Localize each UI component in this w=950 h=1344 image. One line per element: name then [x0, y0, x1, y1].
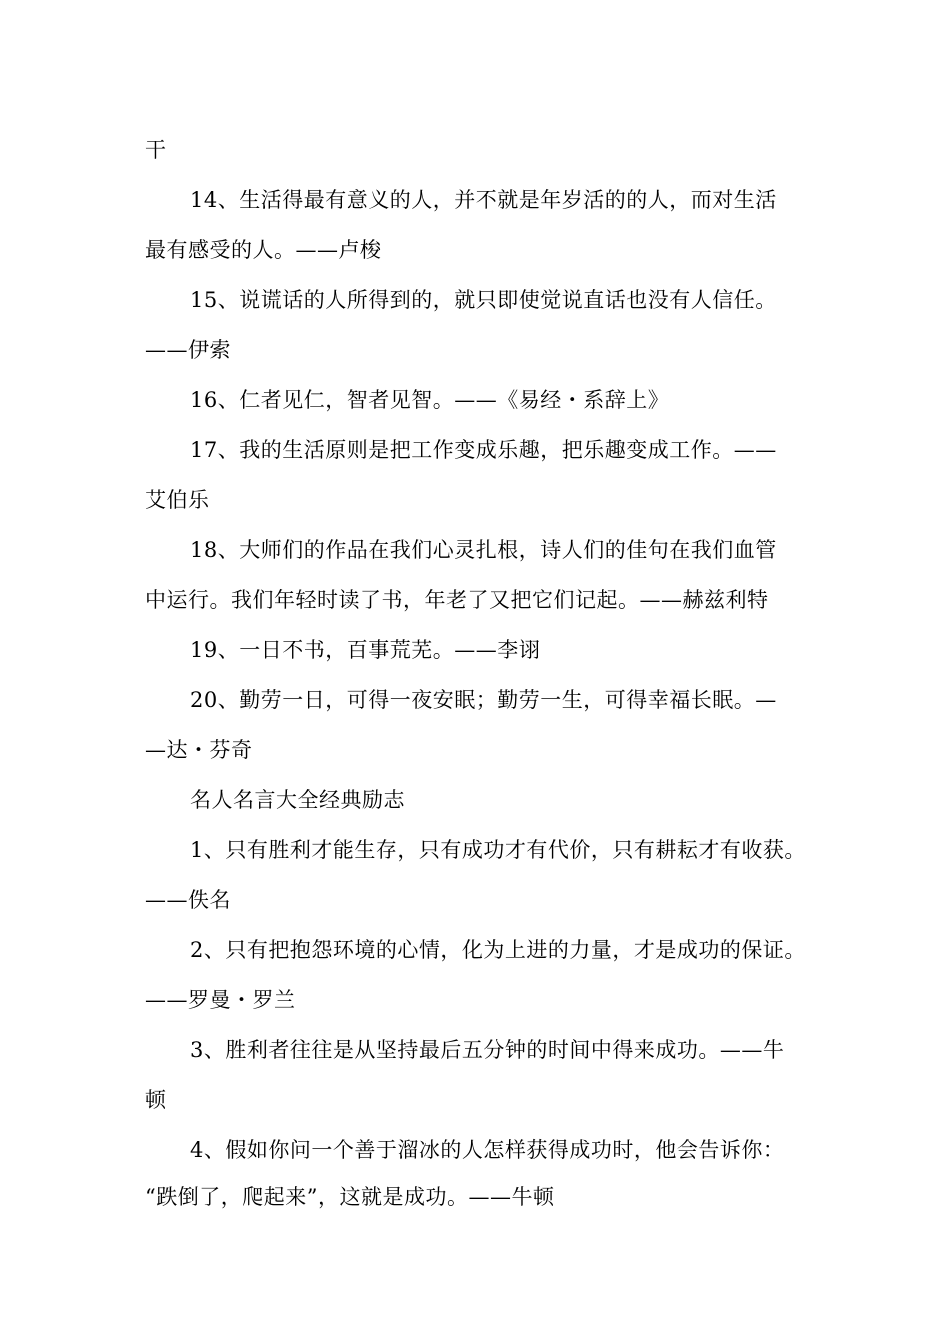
quote-18-line-2: 中运行。我们年轻时读了书，年老了又把它们记起。——赫兹利特 [145, 588, 769, 612]
quote-19-line-1: 19、一日不书，百事荒芜。——李诩 [190, 638, 541, 662]
quote-14-line-1: 14、生活得最有意义的人，并不就是年岁活的的人，而对生活 [190, 188, 777, 212]
quote-4-line-2: “跌倒了，爬起来”，这就是成功。——牛顿 [145, 1185, 555, 1209]
quote-15-line-1: 15、说谎话的人所得到的，就只即使觉说直话也没有人信任。 [190, 288, 777, 312]
quote-20-line-1: 20、勤劳一日，可得一夜安眠；勤劳一生，可得幸福长眠。— [190, 688, 777, 712]
quote-4-line-1: 4、假如你问一个善于溜冰的人怎样获得成功时，他会告诉你： [190, 1138, 785, 1162]
quote-20-line-2: —达・芬奇 [145, 738, 253, 762]
quote-1-line-1: 1、只有胜利才能生存，只有成功才有代价，只有耕耘才有收获。 [190, 838, 806, 862]
quote-3-line-2: 顿 [145, 1088, 167, 1112]
quote-17-line-1: 17、我的生活原则是把工作变成乐趣，把乐趣变成工作。—— [190, 438, 777, 462]
quote-2-line-2: ——罗曼・罗兰 [145, 988, 296, 1012]
quote-16-line-1: 16、仁者见仁，智者见智。——《易经・系辞上》 [190, 388, 670, 412]
quote-18-line-1: 18、大师们的作品在我们心灵扎根，诗人们的佳句在我们血管 [190, 538, 777, 562]
text-line: 干 [145, 138, 167, 162]
quote-3-line-1: 3、胜利者往往是从坚持最后五分钟的时间中得来成功。——牛 [190, 1038, 785, 1062]
section-heading: 名人名言大全经典励志 [190, 788, 405, 812]
quote-17-line-2: 艾伯乐 [145, 488, 210, 512]
quote-14-line-2: 最有感受的人。——卢梭 [145, 238, 382, 262]
quote-1-line-2: ——佚名 [145, 888, 231, 912]
quote-15-line-2: ——伊索 [145, 338, 231, 362]
quote-2-line-1: 2、只有把抱怨环境的心情，化为上进的力量，才是成功的保证。 [190, 938, 806, 962]
